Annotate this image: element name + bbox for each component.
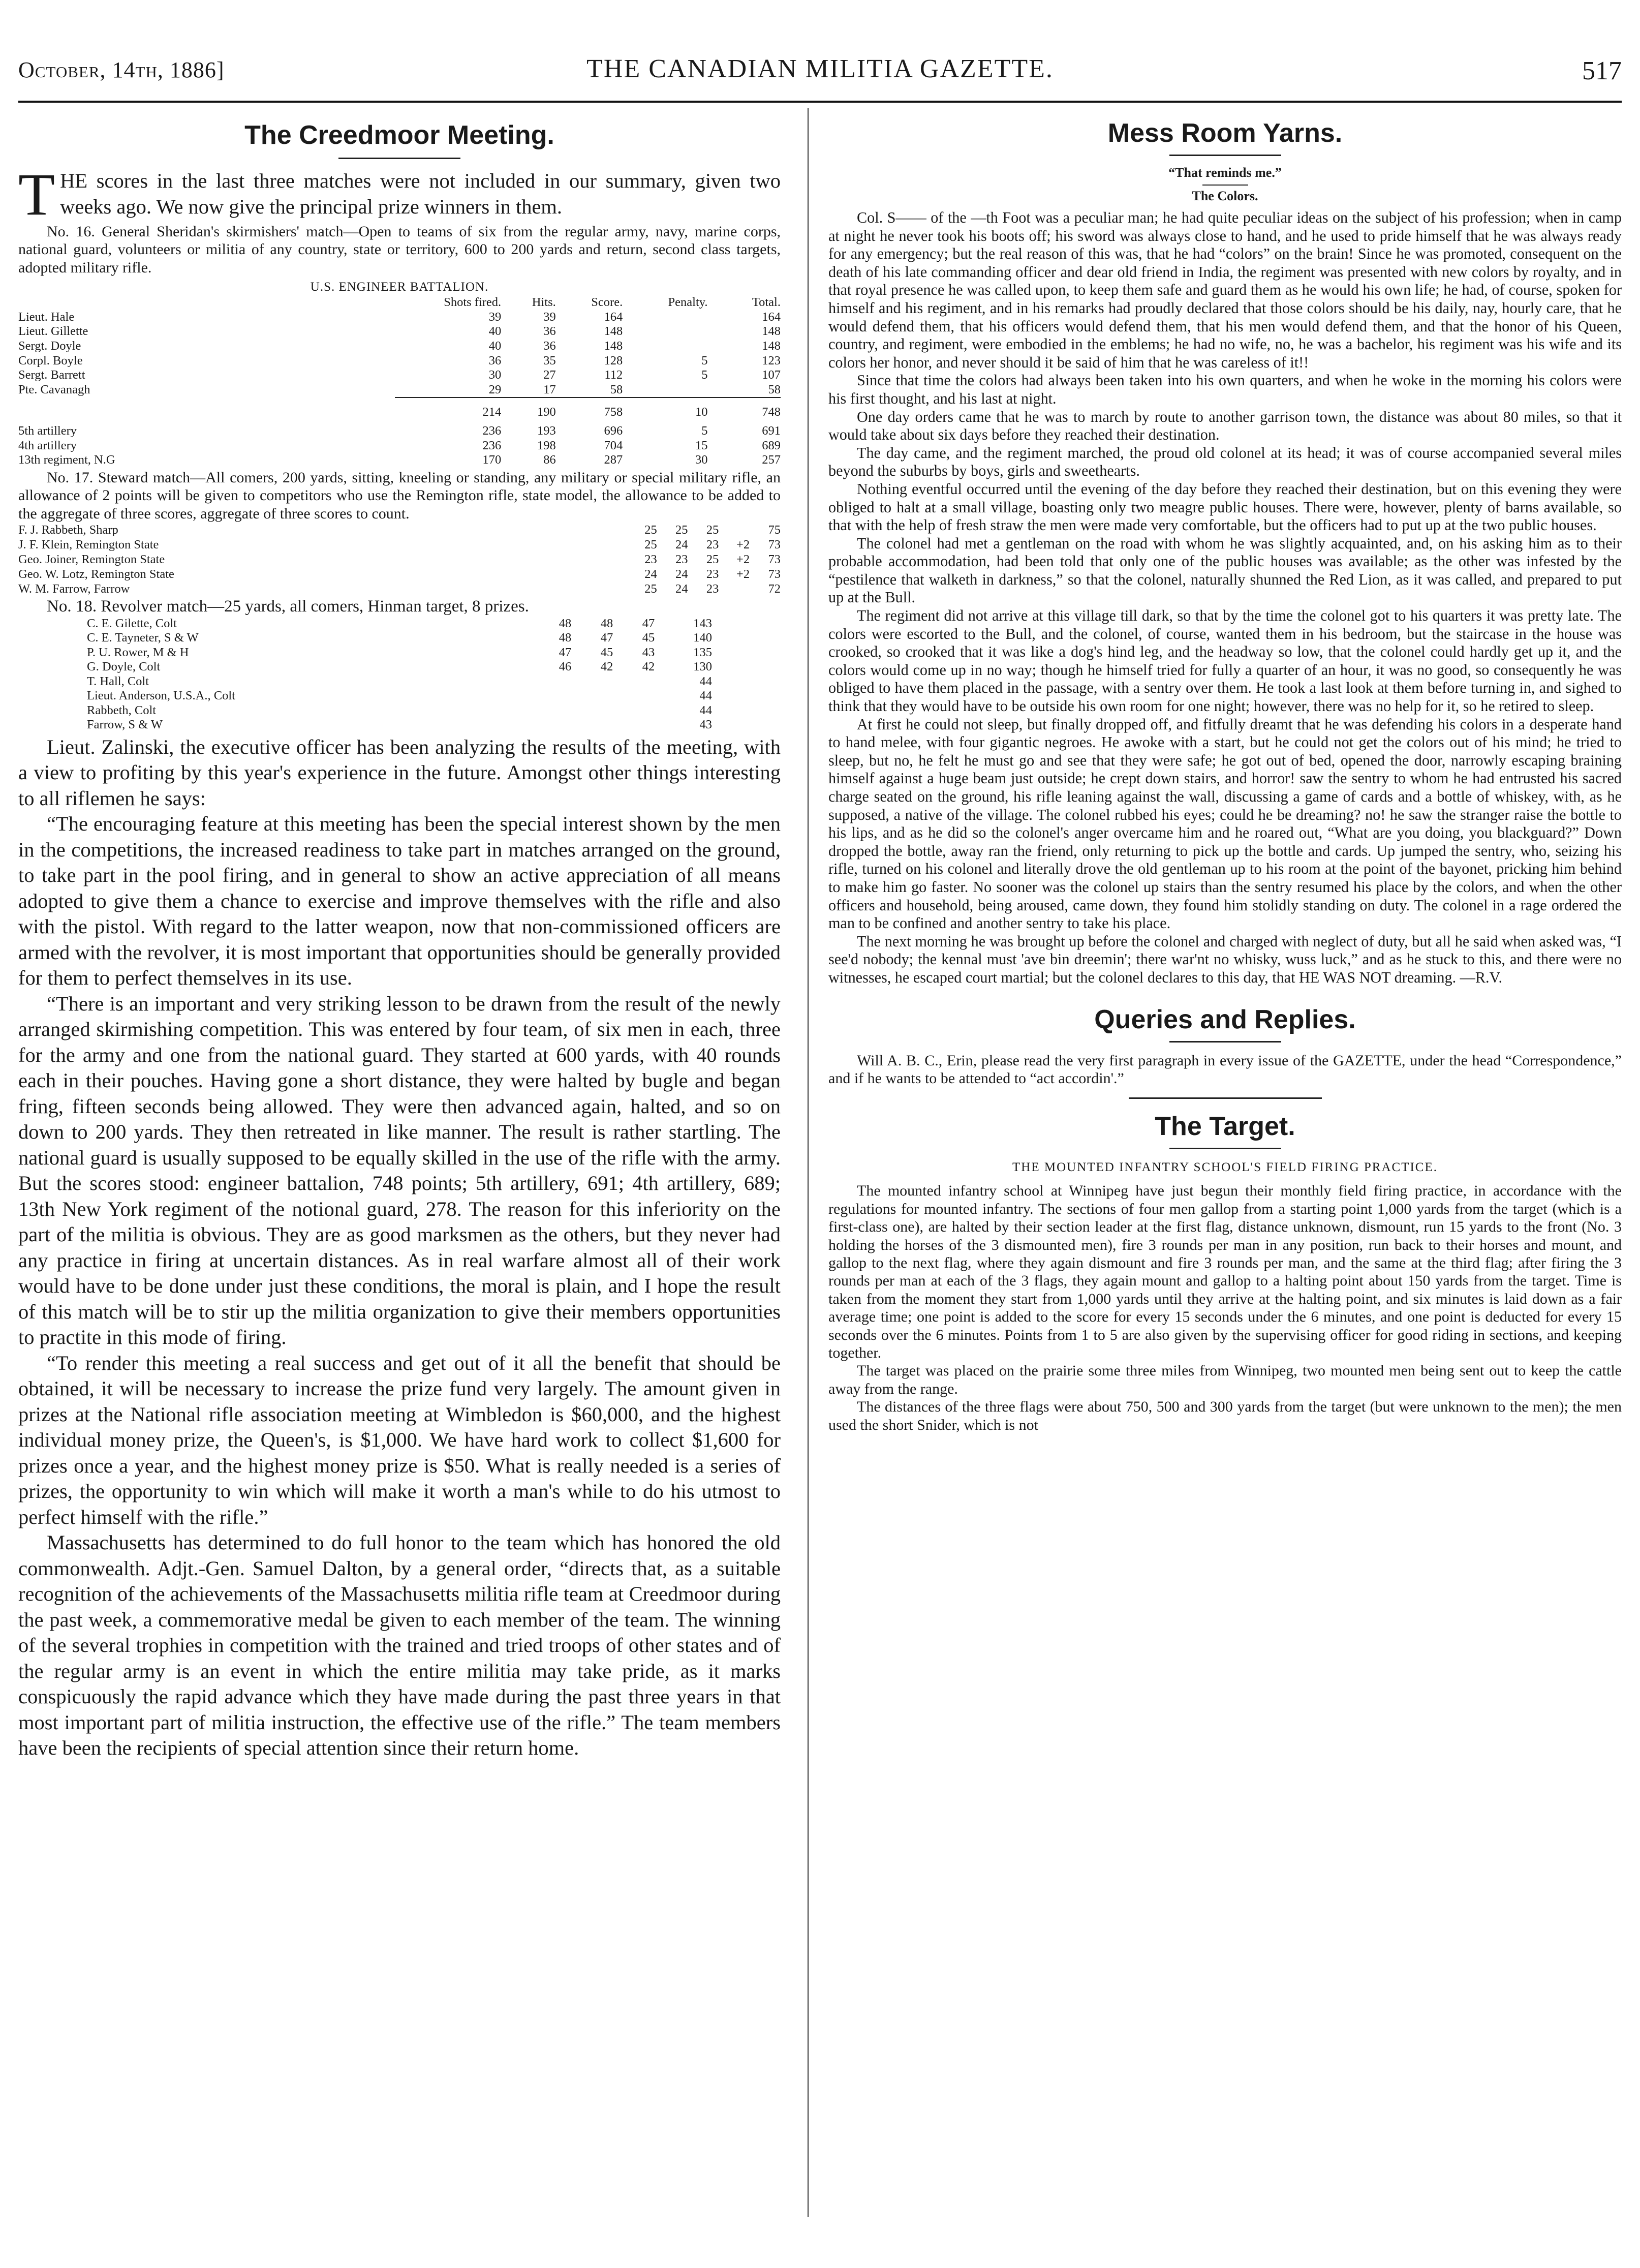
table-row: [18, 324, 781, 339]
score-cell: 44: [699, 703, 712, 717]
table-row: [18, 383, 781, 398]
mess-paragraph: One day orders came that he was to march by route to another garrison town, the distance was about 80 miles, so that it would take about six days before they reached their destination.: [828, 408, 1622, 444]
score-cell: 24: [644, 567, 657, 581]
table-row: [87, 646, 712, 660]
subtitle-rule: [1202, 185, 1248, 186]
score-cell: 148: [604, 339, 623, 353]
score-cell: 236: [482, 423, 502, 438]
table-header-row: [18, 295, 781, 310]
mess-paragraph: The day came, and the regiment marched, the proud old colonel at its head; it was of course accompanied several miles beyond the suburbs by boys, girls and sweethearts.: [828, 444, 1622, 480]
match-17-description: No. 17. Steward match—All comers, 200 yards, sitting, kneeling or standing, any military or special military rifle, an allowance of 2 points will be given to competitors who use the Remington rifle, state model, the allowance to be added to the aggregate of three scores, aggregate of three scores to count.: [18, 469, 781, 522]
table-row: [87, 703, 712, 718]
score-cell: 25: [644, 581, 657, 596]
competitor-name: Rabbeth, Colt: [87, 703, 157, 717]
score-cell: 73: [768, 537, 781, 551]
score-cell: [613, 718, 655, 732]
score-cell: 704: [604, 438, 623, 452]
mess-room-subtitle: “That reminds me.”: [1168, 165, 1282, 180]
score-cell: 25: [644, 523, 657, 537]
table-row: [18, 439, 781, 453]
score-cell: 30: [488, 368, 502, 382]
column-header: Penalty.: [668, 295, 708, 310]
newspaper-title: THE CANADIAN MILITIA GAZETTE.: [586, 54, 1054, 83]
table-row: [87, 689, 712, 703]
title-rule: [1169, 1148, 1281, 1149]
total-cell: 748: [708, 397, 781, 420]
competitor-name: Geo. W. Lotz, Remington State: [18, 567, 174, 581]
score-cell: [571, 703, 613, 718]
creedmoor-body: [18, 734, 781, 1761]
match-17-table: [18, 523, 781, 596]
score-cell: 135: [693, 645, 712, 659]
score-cell: 236: [482, 438, 502, 452]
score-cell: 44: [699, 674, 712, 688]
competitor-name: Corpl. Boyle: [18, 353, 83, 367]
score-cell: 140: [693, 631, 712, 645]
score-cell: 193: [537, 423, 556, 438]
score-cell: 107: [762, 368, 781, 382]
competitor-name: W. M. Farrow, Farrow: [18, 581, 130, 596]
title-rule: [1169, 1041, 1281, 1043]
score-cell: 45: [600, 645, 613, 659]
table-row: [18, 310, 781, 325]
team-name: 4th artillery: [18, 438, 77, 452]
score-cell: 40: [488, 339, 502, 353]
competitor-name: Lieut. Hale: [18, 310, 75, 324]
column-header: Total.: [752, 295, 781, 310]
score-cell: 30: [695, 453, 708, 467]
table-row: [18, 523, 781, 537]
header-rule: [18, 101, 1622, 103]
mess-paragraph: The next morning he was brought up before the colonel and charged with neglect of duty, but all he said when asked was, “I see'd nobody; the kennal must 'ave bin dreemin'; there war'nt no whisky, wuss luck,” and as he stuck to this, and there were no witnesses, he escaped court martial; but the colonel declares to this day, that HE WAS NOT dreaming. —R.V.: [828, 932, 1622, 986]
score-cell: 24: [675, 537, 688, 551]
total-cell: 758: [556, 397, 623, 420]
score-cell: 29: [488, 382, 502, 396]
score-cell: 25: [644, 537, 657, 551]
target-paragraph: The target was placed on the prairie some three miles from Winnipeg, two mounted men being sent out to keep the cattle away from the range.: [828, 1362, 1622, 1397]
competitor-name: F. J. Rabbeth, Sharp: [18, 523, 118, 537]
score-cell: [623, 324, 707, 339]
target-title: The Target.: [1155, 1112, 1295, 1142]
score-cell: 48: [600, 616, 613, 630]
page-number: 517: [1582, 56, 1622, 85]
score-cell: 691: [762, 423, 781, 438]
table-total-row: [18, 397, 781, 420]
score-cell: 58: [768, 382, 781, 396]
score-cell: 45: [642, 631, 655, 645]
mess-room-body: [828, 209, 1622, 987]
intro-text: HE scores in the last three matches were not included in our summary, given two weeks ago. We now give the principal prize winners in them.: [60, 169, 781, 218]
score-cell: 689: [762, 438, 781, 452]
score-cell: 73: [768, 567, 781, 581]
score-cell: [623, 310, 707, 325]
creedmoor-paragraph: “There is an important and very striking lesson to be drawn from the result of the newly arranged skirmishing competition. This was entered by four team, of six men in each, three for the army and one from the national guard. They started at 600 yards, with 40 rounds each in their pouches. Having gone a short distance, they were halted by bugle and began fring, fifteen seconds being allowed. They were then advanced again, halted, and so on down to 200 yards. They then retreated in like manner. The result is rather startling. The national guard is usually supposed to be equally skilled in the use of the rifle with the army. But the scores stood: engineer battalion, 748 points; 5th artillery, 691; 4th artillery, 689; 13th New York regiment of the notional guard, 278. The reason for this inferiority on the part of the militia is obvious. They are as good marksmen as the others, but they never had any practice in firing at uncertain distances. As in real warfare almost all of their work would have to be done under just these conditions, the moral is plain, and I hope the result of this match will be to stir up the militia organization to give their members opportunities to practite in this mode of firing.: [18, 992, 781, 1349]
competitor-name: C. E. Gilette, Colt: [87, 616, 177, 630]
match-16-description: No. 16. General Sheridan's skirmishers' match—Open to teams of six from the regular army, navy, marine corps, national guard, volunteers or militia of any country, state or territory, 600 to 200 yards and return, second class targets, adopted military rifle.: [18, 223, 781, 276]
mess-paragraph: Nothing eventful occurred until the evening of the day before they reached their destination, but on this evening they were obliged to halt at a small village, boasting only two meagre public houses. There were, however, plenty of barns available, so that with the help of fresh straw the men were made very comfortable, but the officers had to put up at the two public houses.: [828, 480, 1622, 534]
mess-paragraph: The colonel had met a gentleman on the road with whom he was slightly acquainted, and, on his asking him as to their probable accommodation, had been told that only one of the public houses was available; as the other was infested by the “pestilence that walketh in darkness,” so that the colonel, naturally shunned the Red Lion, as it was called, and prepared to put up at the Bull.: [828, 534, 1622, 606]
table-row: [18, 368, 781, 383]
score-cell: [613, 703, 655, 718]
score-cell: 43: [699, 718, 712, 732]
queries-text: Will A. B. C., Erin, please read the very first paragraph in every issue of the GAZETTE, under the head “Correspondence,” and if he wants to be attended to “act accordin'.”: [828, 1052, 1622, 1087]
column-divider: [808, 108, 809, 2217]
score-cell: [719, 523, 750, 537]
score-cell: [623, 383, 707, 398]
score-cell: [571, 689, 613, 703]
score-cell: 73: [768, 552, 781, 566]
score-cell: 25: [706, 552, 719, 566]
score-cell: 23: [706, 537, 719, 551]
table-row: [87, 617, 712, 631]
score-cell: 5: [701, 353, 708, 367]
score-cell: 75: [768, 523, 781, 537]
score-cell: 40: [488, 324, 502, 339]
table-row: [87, 660, 712, 675]
score-cell: 35: [543, 353, 556, 367]
total-cell: 214: [395, 397, 501, 420]
title-rule: [1169, 155, 1281, 156]
score-cell: 148: [604, 324, 623, 339]
score-cell: 148: [762, 324, 781, 339]
match-16-table-title: U.S. ENGINEER BATTALION.: [310, 280, 489, 294]
competitor-name: P. U. Rower, M & H: [87, 645, 189, 659]
competitor-name: Sergt. Doyle: [18, 339, 81, 353]
score-cell: 36: [543, 324, 556, 339]
score-cell: 48: [559, 631, 572, 645]
right-column: [828, 109, 1622, 1434]
score-cell: 25: [706, 523, 719, 537]
score-cell: 170: [482, 453, 502, 467]
score-cell: 48: [559, 616, 572, 630]
score-cell: [571, 675, 613, 689]
score-cell: [719, 581, 750, 596]
score-cell: 5: [701, 423, 708, 438]
score-cell: 112: [604, 368, 623, 382]
title-rule: [338, 158, 460, 159]
competitor-name: Lieut. Gillette: [18, 324, 88, 339]
running-head: [18, 51, 1622, 91]
score-cell: 47: [559, 645, 572, 659]
total-cell: 10: [623, 397, 707, 420]
team-name: 13th regiment, N.G: [18, 453, 115, 467]
total-cell: [18, 397, 395, 420]
creedmoor-paragraph: Lieut. Zalinski, the executive officer has been analyzing the results of the meeting, with a view to profiting by this year's experience in the future. Amongst other things interesting to all riflemen he says:: [18, 735, 781, 810]
competitor-name: C. E. Tayneter, S & W: [87, 631, 199, 645]
score-cell: 47: [642, 616, 655, 630]
mess-paragraph: Since that time the colors had always been taken into his own quarters, and when he woke in the morning his colors were his first thought, and his last at night.: [828, 372, 1622, 407]
score-cell: 58: [610, 382, 623, 396]
drop-cap: T: [18, 161, 55, 228]
score-cell: 42: [642, 660, 655, 674]
match-16-table: [18, 295, 781, 468]
score-cell: 148: [762, 339, 781, 353]
score-cell: 130: [693, 660, 712, 674]
target-subtitle: THE MOUNTED INFANTRY SCHOOL'S FIELD FIRING PRACTICE.: [1012, 1160, 1438, 1175]
score-cell: 47: [600, 631, 613, 645]
score-cell: 23: [706, 567, 719, 581]
creedmoor-paragraph: “To render this meeting a real success and get out of it all the benefit that should be obtained, it will be necessary to increase the prize fund very largely. The amount given in prizes at the National rifle association meeting at Wimbledon is $60,000, and the highest individual money prize, the Queen's, is $1,000. We have hard work to collect $1,600 for prizes once a year, and the highest money prize is $50. What is really needed is a series of prizes, the opportunity to win which will make it worth a man's while to do his utmost to perfect himself with the rifle.”: [18, 1351, 781, 1528]
table-row: [18, 420, 781, 439]
table-row: [18, 567, 781, 581]
score-cell: 24: [675, 581, 688, 596]
score-cell: 23: [675, 552, 688, 566]
score-cell: 42: [600, 660, 613, 674]
score-cell: [540, 718, 572, 732]
table-row: [18, 339, 781, 354]
score-cell: 23: [706, 581, 719, 596]
competitor-name: Sergt. Barrett: [18, 368, 85, 382]
column-header: Hits.: [532, 295, 556, 310]
queries-title: Queries and Replies.: [1094, 1004, 1356, 1034]
score-cell: +2: [736, 537, 750, 551]
score-cell: 5: [701, 368, 708, 382]
score-cell: 44: [699, 689, 712, 703]
score-cell: 86: [543, 453, 556, 467]
competitor-name: Lieut. Anderson, U.S.A., Colt: [87, 689, 235, 703]
mess-room-title: Mess Room Yarns.: [1107, 118, 1343, 148]
section-rule: [1129, 1097, 1322, 1099]
creedmoor-paragraph: Massachusetts has determined to do full honor to the team which has honored the old commonwealth. Adjt.-Gen. Samuel Dalton, by a general order, “directs that, as a suitable recognition of the achievements of the Massachusetts militia rifle team at Creedmoor during the past week, a commemorative medal be given to each member of the team. The winning of the several trophies in competition with the trained and tried troops of other states and of the regular army is an event in which the entire militia may take pride, as it marks conspicuously the rapid advance which they have made during the past three years in that most important part of militia instruction, the effective use of the rifle.” The team members have been the recipients of special attention since their return home.: [18, 1531, 781, 1760]
column-header: [18, 295, 395, 310]
score-cell: 257: [762, 453, 781, 467]
score-cell: 143: [693, 616, 712, 630]
score-cell: [540, 703, 572, 718]
target-paragraph: The mounted infantry school at Winnipeg have just begun their monthly field firing practice, in accordance with the regulations for mounted infantry. The sections of four men gallop from a starting point 1,000 yards from the target (which is a first-class one), are halted by their section leader at the first flag, distance unknown, dismount, run 15 yards to the front (No. 3 holding the horses of the 3 dismounted men), fire 3 rounds per man in any position, run back to their horses and mount, and gallop to the next flag, where they again dismount and fire 3 rounds per man, and the same at the third flag; after firing the 3 rounds per man at each of the 3 flags, they again mount and gallop to a halting point about 150 yards from the target. Time is taken from the moment they start from 1,000 yards until they arrive at the halting point, and six minutes is laid down as a fair average time; one point is added to the score for every 15 seconds under the 6 minutes, and one point is deducted for every 15 seconds over the 6 minutes. Points from 1 to 5 are also given by the supervising officer for good riding in sections, and keeping together.: [828, 1182, 1622, 1361]
table-row: [18, 354, 781, 369]
mess-paragraph: The regiment did not arrive at this village till dark, so that by the time the colonel got to his quarters it was pretty late. The colors were escorted to the Bull, and the colonel, of course, wanted them in his bedroom, but the staircase in the house was crooked, so crooked that it was like a dog's hind leg, and the headway so low, that the colonel could hardly get up it, and the colors would come up in no way; though he himself tried for fully a quarter of an hour, it was no good, so consequently he was obliged to have them placed in the passage, with a sentry over them. He took a last look at them before turning in, and sighed to think that they would have to be outside his own room for one night; however, there was no help for it, so he retired to sleep.: [828, 607, 1622, 715]
score-cell: +2: [736, 552, 750, 566]
score-cell: 36: [543, 339, 556, 353]
score-cell: 27: [543, 368, 556, 382]
table-row: [87, 675, 712, 689]
score-cell: 39: [543, 310, 556, 324]
score-cell: [613, 675, 655, 689]
competitor-name: G. Doyle, Colt: [87, 660, 161, 674]
mess-paragraph: Col. S—— of the —th Foot was a peculiar man; he had quite peculiar ideas on the subject of his profession; when in camp at night he never took his boots off; his sword was always close to hand, and he used to pride himself that he was always ready for any emergency; but the real reason of this was, that he had “colors” on the brain! Since he was promoted, consequent on the death of his late commanding officer and dear old friend in India, the regiment was presented with new colors by royalty, and in that royal presence he was called upon, to keep them safe and guard them as he would his own life; he had, of course, spoken for himself and his regiment, and in his remarks had proudly declared that those colors should be his daily, nay, hourly care, that he would defend them, that his officers would defend them, that his men would defend them, and that the honor of his Queen, country, and regiment, were embodied in the emblems; he had no wife, no, he was a bachelor, his regiment was his wife and its colors her honor, and never should it be said of him that he was careless of it!!: [828, 209, 1622, 371]
competitor-name: Farrow, S & W: [87, 718, 163, 732]
score-cell: 198: [537, 438, 556, 452]
competitor-name: Pte. Cavanagh: [18, 383, 90, 397]
total-cell: 190: [501, 397, 556, 420]
score-cell: 36: [488, 353, 502, 367]
creedmoor-title: The Creedmoor Meeting.: [244, 120, 554, 150]
match-18-description: No. 18. Revolver match—25 yards, all comers, Hinman target, 8 prizes.: [47, 597, 529, 616]
competitor-name: Geo. Joiner, Remington State: [18, 552, 165, 566]
table-row: [87, 631, 712, 646]
score-cell: 39: [488, 310, 502, 324]
creedmoor-paragraph: “The encouraging feature at this meeting has been the special interest shown by the men in the competitions, the increased readiness to take part in matches arranged on the ground, to take part in the pool firing, and in general to show an active appreciation of all means adopted to give them a chance to exercise and improve themselves with the rifle and also with the pistol. With regard to the latter weapon, now that non-commissioned officers are armed with the revolver, it is most important that opportunities should be generally provided for them to perfect themselves in its use.: [18, 812, 781, 990]
score-cell: [623, 339, 707, 354]
score-cell: 23: [644, 552, 657, 566]
score-cell: [540, 689, 572, 703]
score-cell: 17: [543, 382, 556, 396]
score-cell: 72: [768, 581, 781, 596]
score-cell: 164: [762, 310, 781, 324]
mess-paragraph: At first he could not sleep, but finally dropped off, and fitfully dreamt that he was defending his colors in a desperate hand to hand melee, with four gigantic negroes. He awoke with a start, but he could not get the colors out of his mind; he tried to sleep, but no, he felt he must go and see that they were safe; he got out of bed, opened the door, narrowly escaping braining himself against a huge beam just outside; he crept down stairs, and horror! saw the sentry to whom he had entrusted his sacred charge seated on the ground, his rifle leaning against the wall, discussing a game of cards and a bottle of whiskey, with, as he supposed, a native of the village. The colonel rubbed his eyes; could he be dreaming? no! he saw the stranger raise the bottle to his lips, and as he did so the colonel's anger overcame him and he roared out, “What are you doing, you blackguard?” Down dropped the bottle, away ran the friend, only returning to pick up the bottle and cards. Up jumped the sentry, who, seizing his rifle, turned on his colonel and literally drove the old gentleman up to his room at the point of the bayonet, pricking him behind to make him go faster. No sooner was the colonel up stairs than the sentry resumed his place by the colors, and when the other officers and household, being aroused, came down, they found him stolidly standing on duty. The colonel in a rage ordered the man to be confined and another sentry to take his place.: [828, 715, 1622, 932]
table-row: [87, 718, 712, 732]
score-cell: 287: [604, 453, 623, 467]
target-body: [828, 1182, 1622, 1434]
competitor-name: J. F. Klein, Remington State: [18, 537, 159, 551]
score-cell: 43: [642, 645, 655, 659]
team-name: 5th artillery: [18, 423, 77, 438]
score-cell: 25: [675, 523, 688, 537]
score-cell: 123: [762, 353, 781, 367]
score-cell: 696: [604, 423, 623, 438]
left-column: [18, 109, 781, 1761]
mess-room-story-title: The Colors.: [1192, 189, 1258, 203]
table-row: [18, 581, 781, 596]
creedmoor-intro: [18, 161, 781, 228]
score-cell: [613, 689, 655, 703]
table-row: [18, 453, 781, 468]
match-18-table: [87, 617, 712, 732]
table-row: [18, 537, 781, 552]
score-cell: +2: [736, 567, 750, 581]
table-row: [18, 552, 781, 567]
score-cell: 15: [695, 438, 708, 452]
target-paragraph: The distances of the three flags were about 750, 500 and 300 yards from the target (but were unknown to the men); the men used the short Snider, which is not: [828, 1398, 1622, 1433]
competitor-name: T. Hall, Colt: [87, 674, 149, 688]
score-cell: [540, 675, 572, 689]
issue-date: October, 14th, 1886]: [18, 57, 225, 82]
score-cell: 24: [675, 567, 688, 581]
column-header: Shots fired.: [444, 295, 502, 310]
score-cell: [571, 718, 613, 732]
score-cell: 164: [604, 310, 623, 324]
score-cell: 128: [604, 353, 623, 367]
column-header: Score.: [591, 295, 623, 310]
score-cell: 46: [559, 660, 572, 674]
